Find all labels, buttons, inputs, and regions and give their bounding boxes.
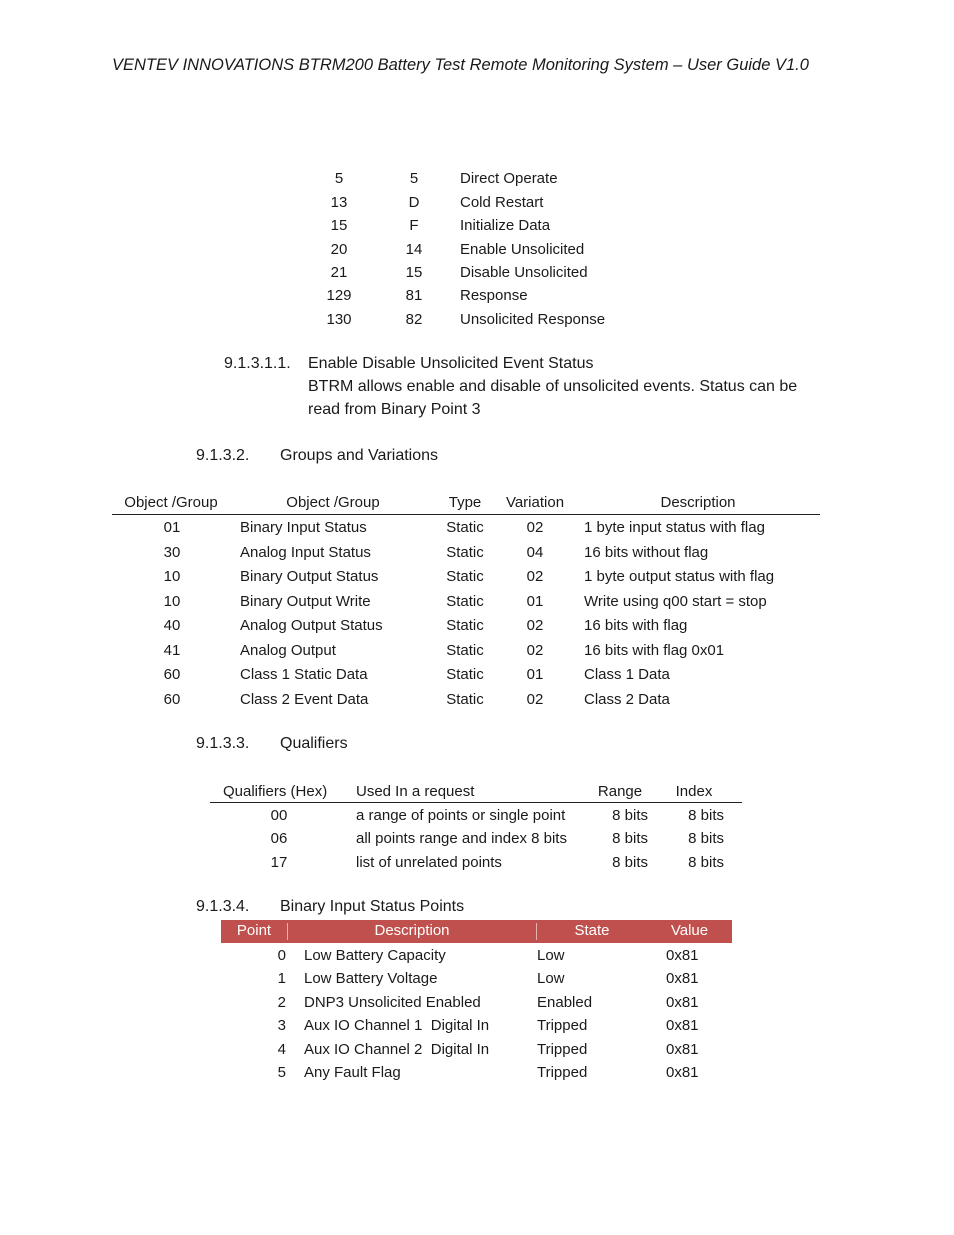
cell-qualifier: 06 xyxy=(270,830,288,847)
cell-object: Class 1 Static Data xyxy=(240,666,368,683)
column-header: Value xyxy=(670,922,709,939)
cell-point: 0 xyxy=(277,947,286,964)
fc-hex: 14 xyxy=(405,241,423,258)
fc-hex: 15 xyxy=(405,264,423,281)
cell-value: 0x81 xyxy=(666,947,699,964)
cell-type: Static xyxy=(446,617,484,634)
cell-object: Analog Output Status xyxy=(240,617,383,634)
cell-description: 1 byte input status with flag xyxy=(584,519,765,536)
cell-type: Static xyxy=(446,666,484,683)
cell-variation: 02 xyxy=(526,519,544,536)
cell-variation: 02 xyxy=(526,691,544,708)
cell-variation: 02 xyxy=(526,617,544,634)
column-header: Point xyxy=(236,922,272,939)
fc-name: Unsolicited Response xyxy=(460,311,606,328)
fc-name: Response xyxy=(460,287,528,304)
cell-description: Aux IO Channel 1 Digital In xyxy=(304,1017,490,1034)
section-body: BTRM allows enable and disable of unsolicited events. Status can be xyxy=(308,378,798,395)
fc-dec: 21 xyxy=(330,264,348,281)
cell-description: 16 bits with flag 0x01 xyxy=(584,642,725,659)
section-title: Enable Disable Unsolicited Event Status xyxy=(308,355,594,372)
fc-dec: 20 xyxy=(330,241,348,258)
cell-variation: 04 xyxy=(526,544,544,561)
fc-name: Disable Unsolicited xyxy=(460,264,588,281)
cell-state: Enabled xyxy=(537,994,593,1011)
cell-value: 0x81 xyxy=(666,1064,699,1081)
column-header: Object /Group xyxy=(286,494,380,511)
column-header: Range xyxy=(597,783,643,800)
cell-description: Class 1 Data xyxy=(584,666,670,683)
column-header: Object /Group xyxy=(124,494,218,511)
section-number: 9.1.3.2. xyxy=(196,447,250,464)
cell-variation: 02 xyxy=(526,568,544,585)
cell-description: Low Battery Capacity xyxy=(304,947,446,964)
section-title: Groups and Variations xyxy=(280,447,439,464)
fc-dec: 5 xyxy=(334,170,344,187)
section-number: 9.1.3.1.1. xyxy=(224,355,291,372)
cell-state: Tripped xyxy=(537,1041,588,1058)
cell-group: 60 xyxy=(163,666,181,683)
cell-object: Binary Output Status xyxy=(240,568,379,585)
table-rule xyxy=(112,514,820,515)
cell-description: 16 bits with flag xyxy=(584,617,688,634)
cell-description: Class 2 Data xyxy=(584,691,670,708)
cell-usage: a range of points or single point xyxy=(356,807,566,824)
column-header: Description xyxy=(660,494,736,511)
cell-range: 8 bits xyxy=(612,807,648,824)
column-header: Description xyxy=(374,922,450,939)
cell-index: 8 bits xyxy=(688,830,724,847)
column-header: Index xyxy=(675,783,713,800)
cell-range: 8 bits xyxy=(612,854,648,871)
fc-hex: F xyxy=(409,217,419,234)
cell-variation: 01 xyxy=(526,666,544,683)
cell-type: Static xyxy=(446,568,484,585)
cell-group: 40 xyxy=(163,617,181,634)
column-header: State xyxy=(574,922,610,939)
cell-state: Tripped xyxy=(537,1017,588,1034)
table-rule xyxy=(210,802,742,803)
column-header: Qualifiers (Hex) xyxy=(223,783,328,800)
cell-index: 8 bits xyxy=(688,807,724,824)
cell-group: 41 xyxy=(163,642,181,659)
cell-point: 1 xyxy=(277,970,286,987)
cell-usage: all points range and index 8 bits xyxy=(356,830,567,847)
cell-point: 4 xyxy=(277,1041,286,1058)
cell-value: 0x81 xyxy=(666,1017,699,1034)
cell-type: Static xyxy=(446,519,484,536)
cell-type: Static xyxy=(446,593,484,610)
column-header: Used In a request xyxy=(356,783,475,800)
column-header: Type xyxy=(448,494,482,511)
cell-object: Binary Output Write xyxy=(240,593,371,610)
cell-variation: 02 xyxy=(526,642,544,659)
fc-dec: 129 xyxy=(326,287,352,304)
cell-description: DNP3 Unsolicited Enabled xyxy=(304,994,481,1011)
cell-state: Low xyxy=(537,970,565,987)
cell-description: Low Battery Voltage xyxy=(304,970,438,987)
cell-object: Binary Input Status xyxy=(240,519,367,536)
fc-dec: 130 xyxy=(326,311,352,328)
cell-group: 10 xyxy=(163,568,181,585)
section-number: 9.1.3.3. xyxy=(196,735,250,752)
cell-description: Aux IO Channel 2 Digital In xyxy=(304,1041,490,1058)
cell-index: 8 bits xyxy=(688,854,724,871)
cell-state: Tripped xyxy=(537,1064,588,1081)
section-title: Binary Input Status Points xyxy=(280,898,465,915)
fc-name: Enable Unsolicited xyxy=(460,241,585,258)
section-body: read from Binary Point 3 xyxy=(308,401,481,418)
fc-name: Cold Restart xyxy=(460,194,544,211)
cell-description: 16 bits without flag xyxy=(584,544,709,561)
cell-object: Analog Input Status xyxy=(240,544,371,561)
column-header: Variation xyxy=(505,494,565,511)
cell-qualifier: 00 xyxy=(270,807,288,824)
fc-hex: D xyxy=(408,194,420,211)
cell-usage: list of unrelated points xyxy=(356,854,502,871)
cell-type: Static xyxy=(446,544,484,561)
fc-name: Initialize Data xyxy=(460,217,551,234)
cell-description: Any Fault Flag xyxy=(304,1064,401,1081)
fc-dec: 13 xyxy=(330,194,348,211)
cell-point: 3 xyxy=(277,1017,286,1034)
cell-group: 30 xyxy=(163,544,181,561)
cell-point: 5 xyxy=(277,1064,286,1081)
page-header: VENTEV INNOVATIONS BTRM200 Battery Test Remote Monitoring System – User Guide V1.0 xyxy=(112,56,809,74)
cell-point: 2 xyxy=(277,994,286,1011)
cell-variation: 01 xyxy=(526,593,544,610)
cell-description: Write using q00 start = stop xyxy=(584,593,767,610)
fc-hex: 82 xyxy=(405,311,423,328)
cell-group: 10 xyxy=(163,593,181,610)
cell-range: 8 bits xyxy=(612,830,648,847)
fc-hex: 5 xyxy=(409,170,419,187)
section-title: Qualifiers xyxy=(280,735,348,752)
fc-name: Direct Operate xyxy=(460,170,558,187)
cell-type: Static xyxy=(446,642,484,659)
cell-description: 1 byte output status with flag xyxy=(584,568,775,585)
cell-group: 01 xyxy=(163,519,181,536)
cell-type: Static xyxy=(446,691,484,708)
cell-value: 0x81 xyxy=(666,970,699,987)
cell-value: 0x81 xyxy=(666,994,699,1011)
table-header-bar xyxy=(221,920,732,943)
cell-group: 60 xyxy=(163,691,181,708)
fc-hex: 81 xyxy=(405,287,423,304)
cell-object: Analog Output xyxy=(240,642,336,659)
cell-object: Class 2 Event Data xyxy=(240,691,369,708)
cell-state: Low xyxy=(537,947,565,964)
fc-dec: 15 xyxy=(330,217,348,234)
cell-qualifier: 17 xyxy=(270,854,288,871)
cell-value: 0x81 xyxy=(666,1041,699,1058)
section-number: 9.1.3.4. xyxy=(196,898,250,915)
